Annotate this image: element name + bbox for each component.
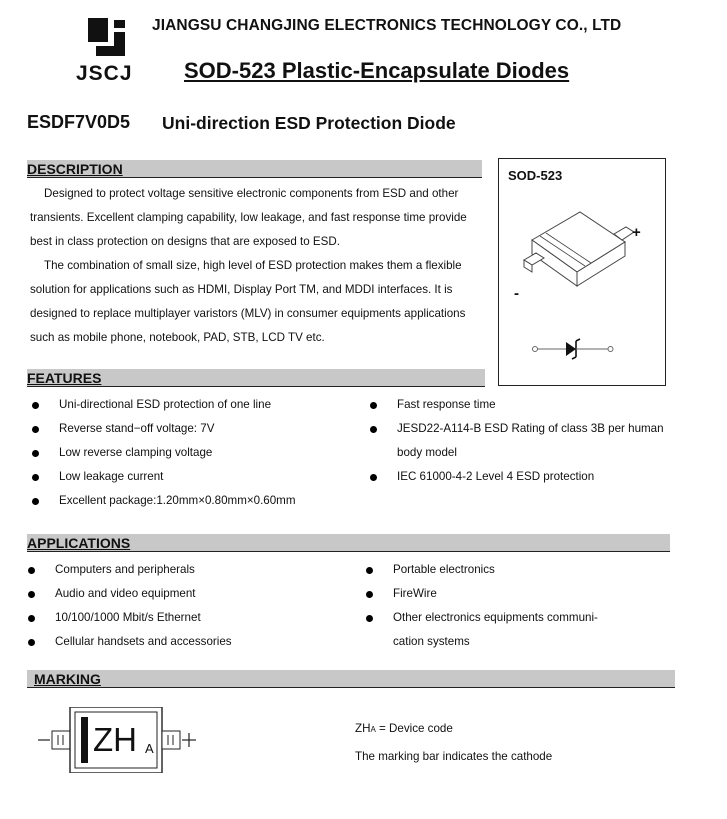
list-item: Portable electronics bbox=[366, 558, 686, 582]
bullet-icon bbox=[28, 615, 35, 622]
list-item-continuation: body model bbox=[397, 446, 457, 459]
list-item: Computers and peripherals bbox=[27, 558, 347, 582]
description-title: DESCRIPTION bbox=[27, 161, 123, 177]
anode-plus-label: + bbox=[632, 224, 641, 241]
list-item: Other electronics equipments communi- bbox=[366, 606, 686, 630]
bullet-icon bbox=[32, 426, 39, 433]
bullet-icon bbox=[32, 474, 39, 481]
bullet-icon bbox=[32, 402, 39, 409]
bullet-icon bbox=[28, 567, 35, 574]
company-logo-mark bbox=[88, 18, 132, 56]
description-line: such as mobile phone, notebook, PAD, STB, LCD TV etc. bbox=[30, 331, 325, 344]
list-item: Low reverse clamping voltage bbox=[30, 441, 360, 465]
bullet-icon bbox=[370, 474, 377, 481]
bullet-icon bbox=[366, 567, 373, 574]
bullet-icon bbox=[28, 591, 35, 598]
description-line: best in class protection on designs that are exposed to ESD. bbox=[30, 235, 340, 248]
device-code-legend bbox=[355, 722, 453, 735]
list-item: IEC 61000-4-2 Level 4 ESD protection bbox=[370, 465, 700, 489]
list-item: 10/100/1000 Mbit/s Ethernet bbox=[27, 606, 347, 630]
bullet-icon bbox=[32, 498, 39, 505]
company-name: JIANGSU CHANGJING ELECTRONICS TECHNOLOGY CO., LTD bbox=[152, 17, 622, 34]
description-line: transients. Excellent clamping capability, low leakage, and fast response time provide bbox=[30, 211, 467, 224]
description-line: solution for applications such as HDMI, Display Port TM, and MDDI interfaces. It is bbox=[30, 283, 453, 296]
description-line: The combination of small size, high level of ESD protection makes them a flexible bbox=[44, 259, 462, 272]
marking-title: MARKING bbox=[34, 671, 101, 687]
list-item: FireWire bbox=[366, 582, 686, 606]
list-item: Low leakage current bbox=[30, 465, 360, 489]
package-label: SOD-523 bbox=[508, 168, 563, 183]
marking-code-sub: A bbox=[145, 741, 154, 756]
features-title: FEATURES bbox=[27, 370, 102, 386]
bullet-icon bbox=[370, 402, 377, 409]
bullet-icon bbox=[32, 450, 39, 457]
bullet-icon bbox=[370, 426, 377, 433]
list-item: Fast response time bbox=[370, 393, 700, 417]
bullet-icon bbox=[366, 591, 373, 598]
applications-title: APPLICATIONS bbox=[27, 535, 131, 551]
list-item: Reverse stand−off voltage: 7V bbox=[30, 417, 360, 441]
bullet-icon bbox=[28, 639, 35, 646]
part-description: Uni-direction ESD Protection Diode bbox=[162, 113, 456, 133]
list-item: Audio and video equipment bbox=[27, 582, 347, 606]
part-number: ESDF7V0D5 bbox=[27, 112, 131, 132]
list-item-continuation: cation systems bbox=[393, 635, 470, 648]
description-text bbox=[30, 182, 485, 350]
marking-section-bar bbox=[27, 670, 675, 688]
cathode-minus-label: - bbox=[514, 285, 519, 302]
list-item: Cellular handsets and accessories bbox=[27, 630, 347, 654]
applications-list-right bbox=[366, 558, 686, 654]
bullet-icon bbox=[366, 615, 373, 622]
company-logo-text: JSCJ bbox=[76, 62, 133, 85]
marking-code-main: ZH bbox=[93, 721, 137, 758]
device-code-sub: A bbox=[370, 725, 376, 734]
features-list-left bbox=[30, 393, 360, 513]
device-code-main: ZH bbox=[355, 722, 371, 735]
document-title: SOD-523 Plastic-Encapsulate Diodes bbox=[184, 58, 570, 83]
marking-bar-note: The marking bar indicates the cathode bbox=[355, 750, 553, 763]
list-item: Excellent package:1.20mm×0.80mm×0.60mm bbox=[30, 489, 360, 513]
device-code-equals: = Device code bbox=[375, 722, 453, 735]
description-line: designed to replace multiplayer varistors (MLV) in consumer equipments applications bbox=[30, 307, 466, 320]
description-line: Designed to protect voltage sensitive electronic components from ESD and other bbox=[44, 187, 459, 200]
list-item: JESD22-A114-B ESD Rating of class 3B per human bbox=[370, 417, 700, 441]
list-item: Uni-directional ESD protection of one line bbox=[30, 393, 360, 417]
applications-list-left bbox=[27, 558, 347, 654]
features-list-right bbox=[370, 393, 700, 489]
